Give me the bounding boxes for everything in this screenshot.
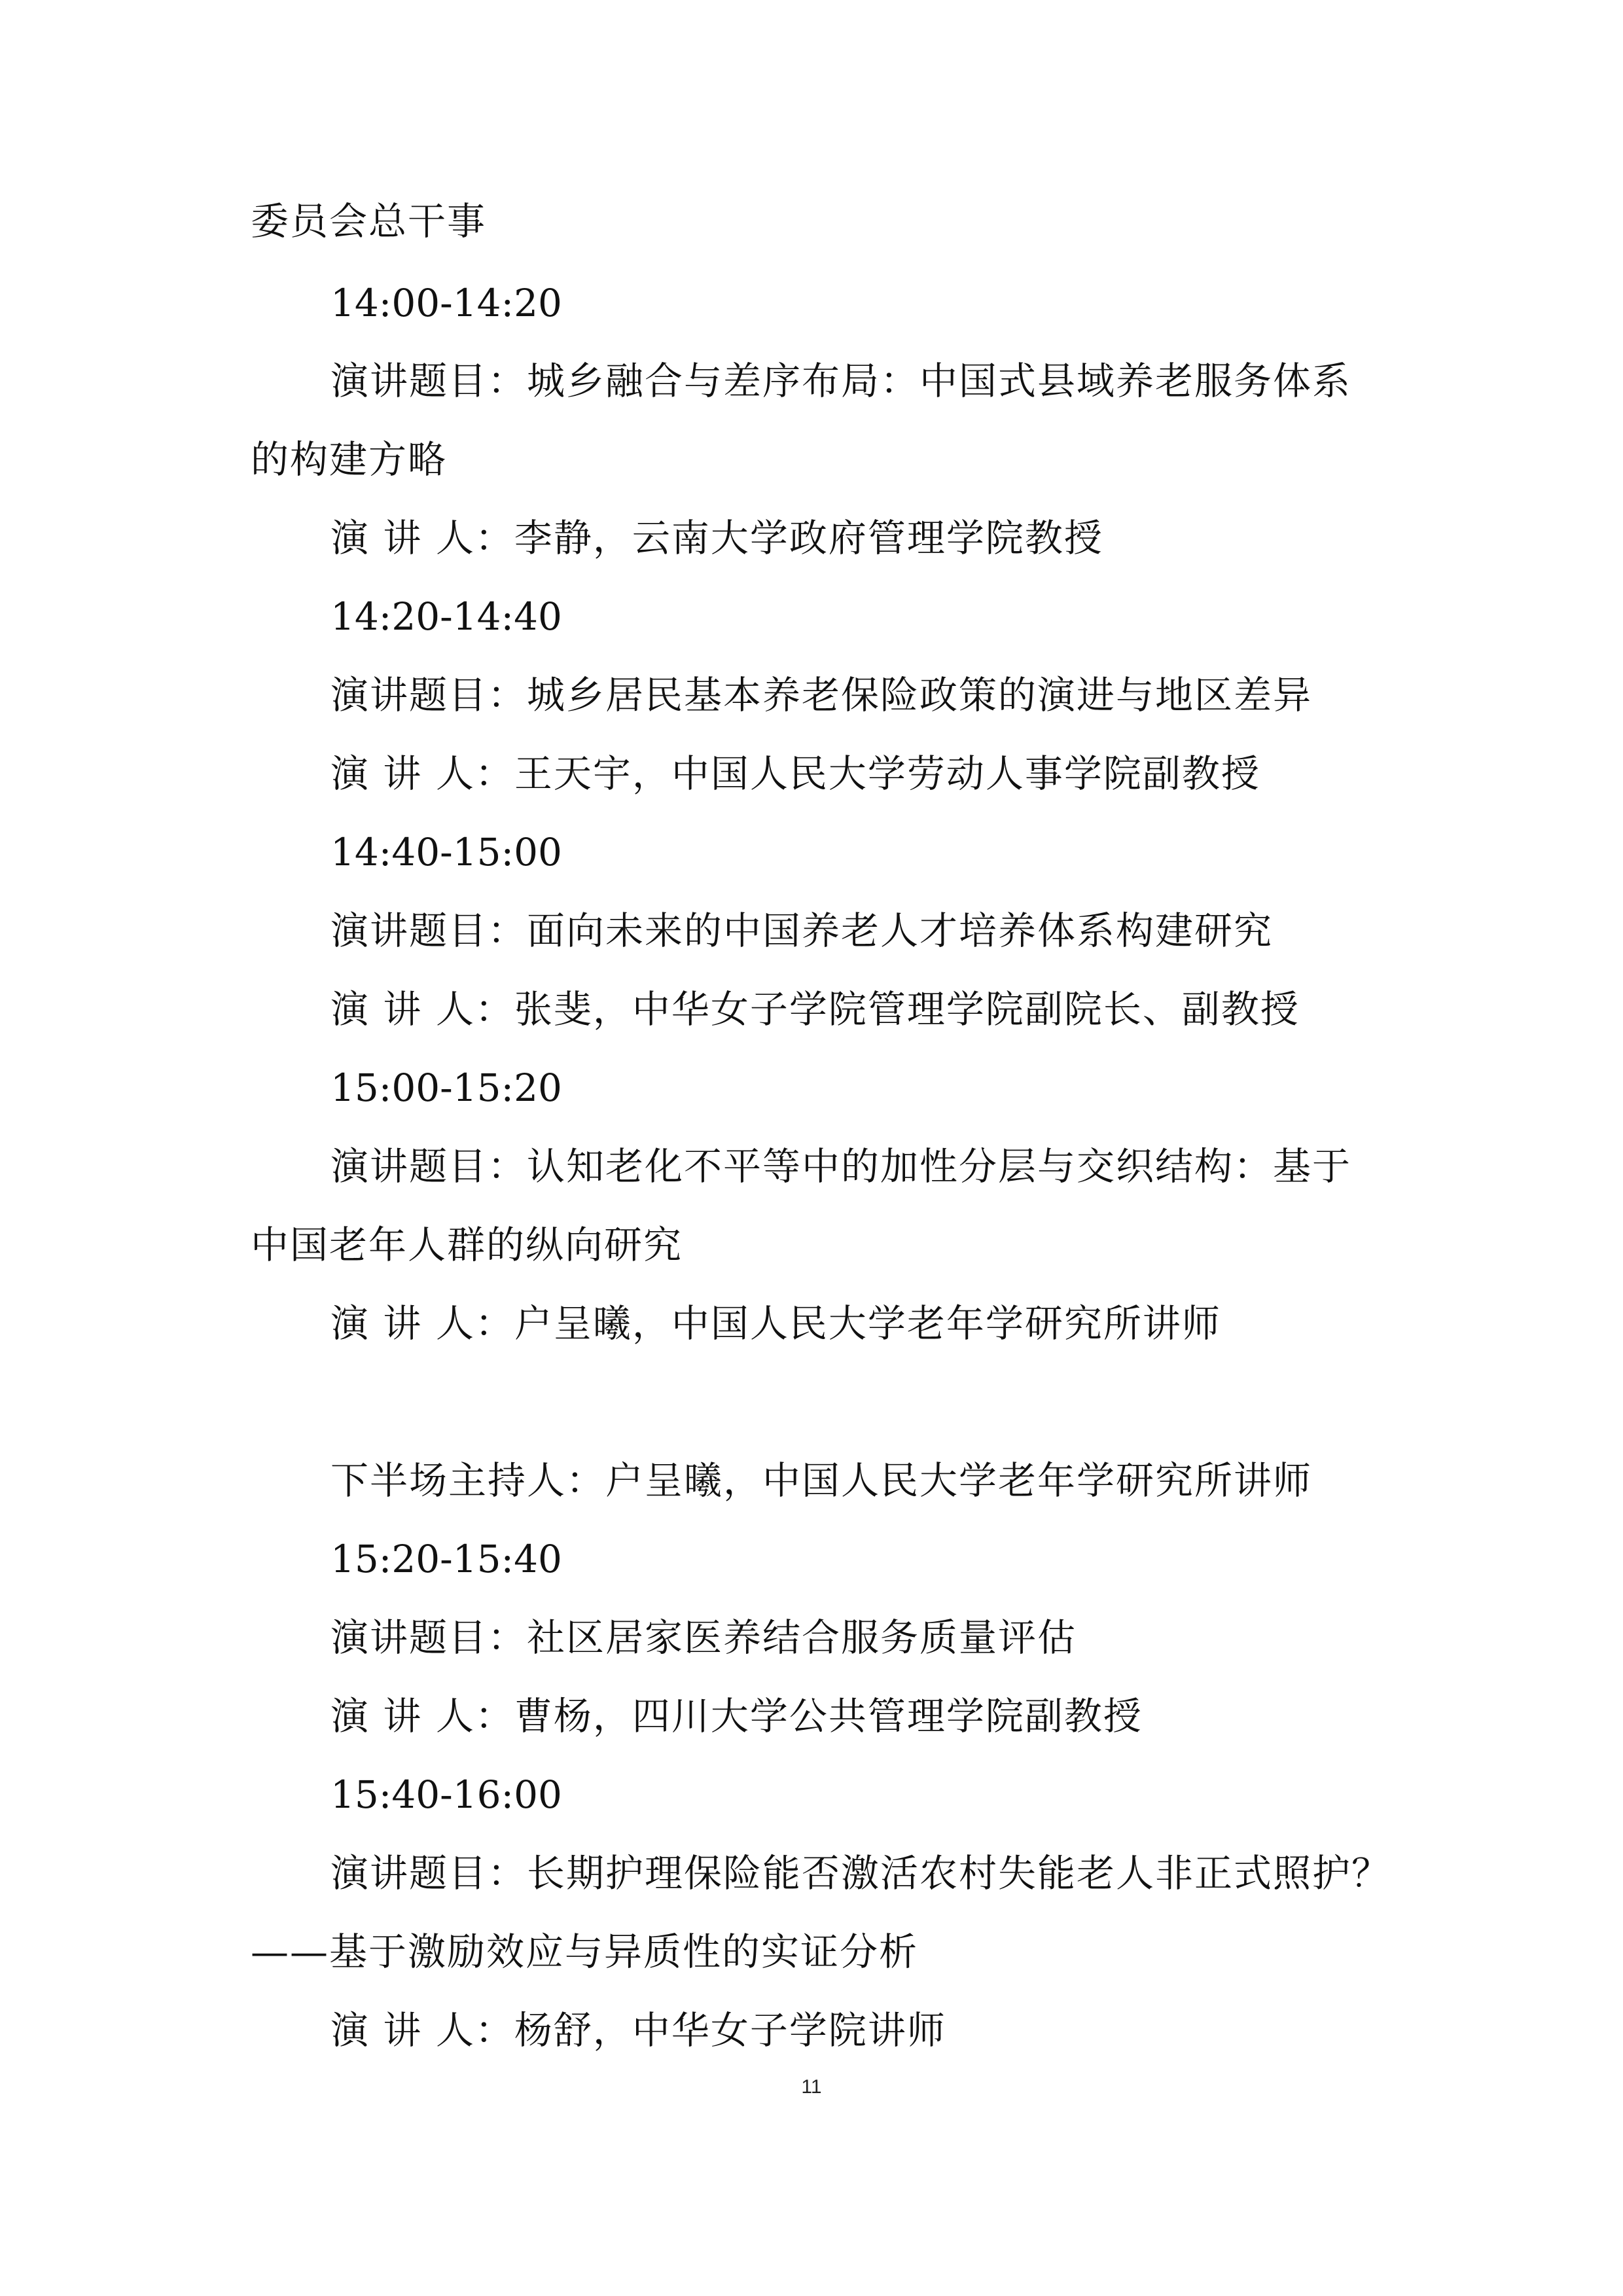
speaker-4: 演 讲 人：户呈曦，中国人民大学老年学研究所讲师 (330, 1301, 1221, 1346)
time-slot-1: 14:00-14:20 (330, 281, 562, 325)
time-slot-5: 15:20-15:40 (330, 1537, 562, 1581)
talk-title-4: 演讲题目：认知老化不平等中的加性分层与交织结构：基于 (330, 1144, 1352, 1189)
talk-title-6-cont: ——基于激励效应与异质性的实证分析 (251, 1929, 919, 1974)
talk-title-6: 演讲题目：长期护理保险能否激活农村失能老人非正式照护？ (330, 1851, 1391, 1895)
talk-title-4-cont: 中国老年人群的纵向研究 (251, 1223, 683, 1267)
page-number: 11 (801, 2076, 822, 2098)
speaker-1: 演 讲 人：李静，云南大学政府管理学院教授 (330, 516, 1103, 560)
speaker-2: 演 讲 人：王天宇，中国人民大学劳动人事学院副教授 (330, 751, 1260, 796)
talk-title-2: 演讲题目：城乡居民基本养老保险政策的演进与地区差异 (330, 673, 1313, 717)
time-slot-3: 14:40-15:00 (330, 830, 562, 874)
time-slot-6: 15:40-16:00 (330, 1772, 562, 1817)
speaker-3: 演 讲 人：张斐，中华女子学院管理学院副院长、副教授 (330, 987, 1300, 1031)
talk-title-1: 演讲题目：城乡融合与差序布局：中国式县域养老服务体系 (330, 359, 1352, 403)
talk-title-1-cont: 的构建方略 (251, 437, 448, 482)
speaker-6: 演 讲 人：杨舒，中华女子学院讲师 (330, 2008, 946, 2053)
talk-title-5: 演讲题目：社区居家医养结合服务质量评估 (330, 1615, 1077, 1660)
time-slot-4: 15:00-15:20 (330, 1066, 562, 1110)
speaker-5: 演 讲 人：曹杨，四川大学公共管理学院副教授 (330, 1694, 1143, 1738)
second-half-host: 下半场主持人：户呈曦，中国人民大学老年学研究所讲师 (330, 1458, 1313, 1503)
text-line-committee: 委员会总干事 (251, 199, 487, 243)
time-slot-2: 14:20-14:40 (330, 594, 562, 639)
talk-title-3: 演讲题目：面向未来的中国养老人才培养体系构建研究 (330, 908, 1274, 953)
